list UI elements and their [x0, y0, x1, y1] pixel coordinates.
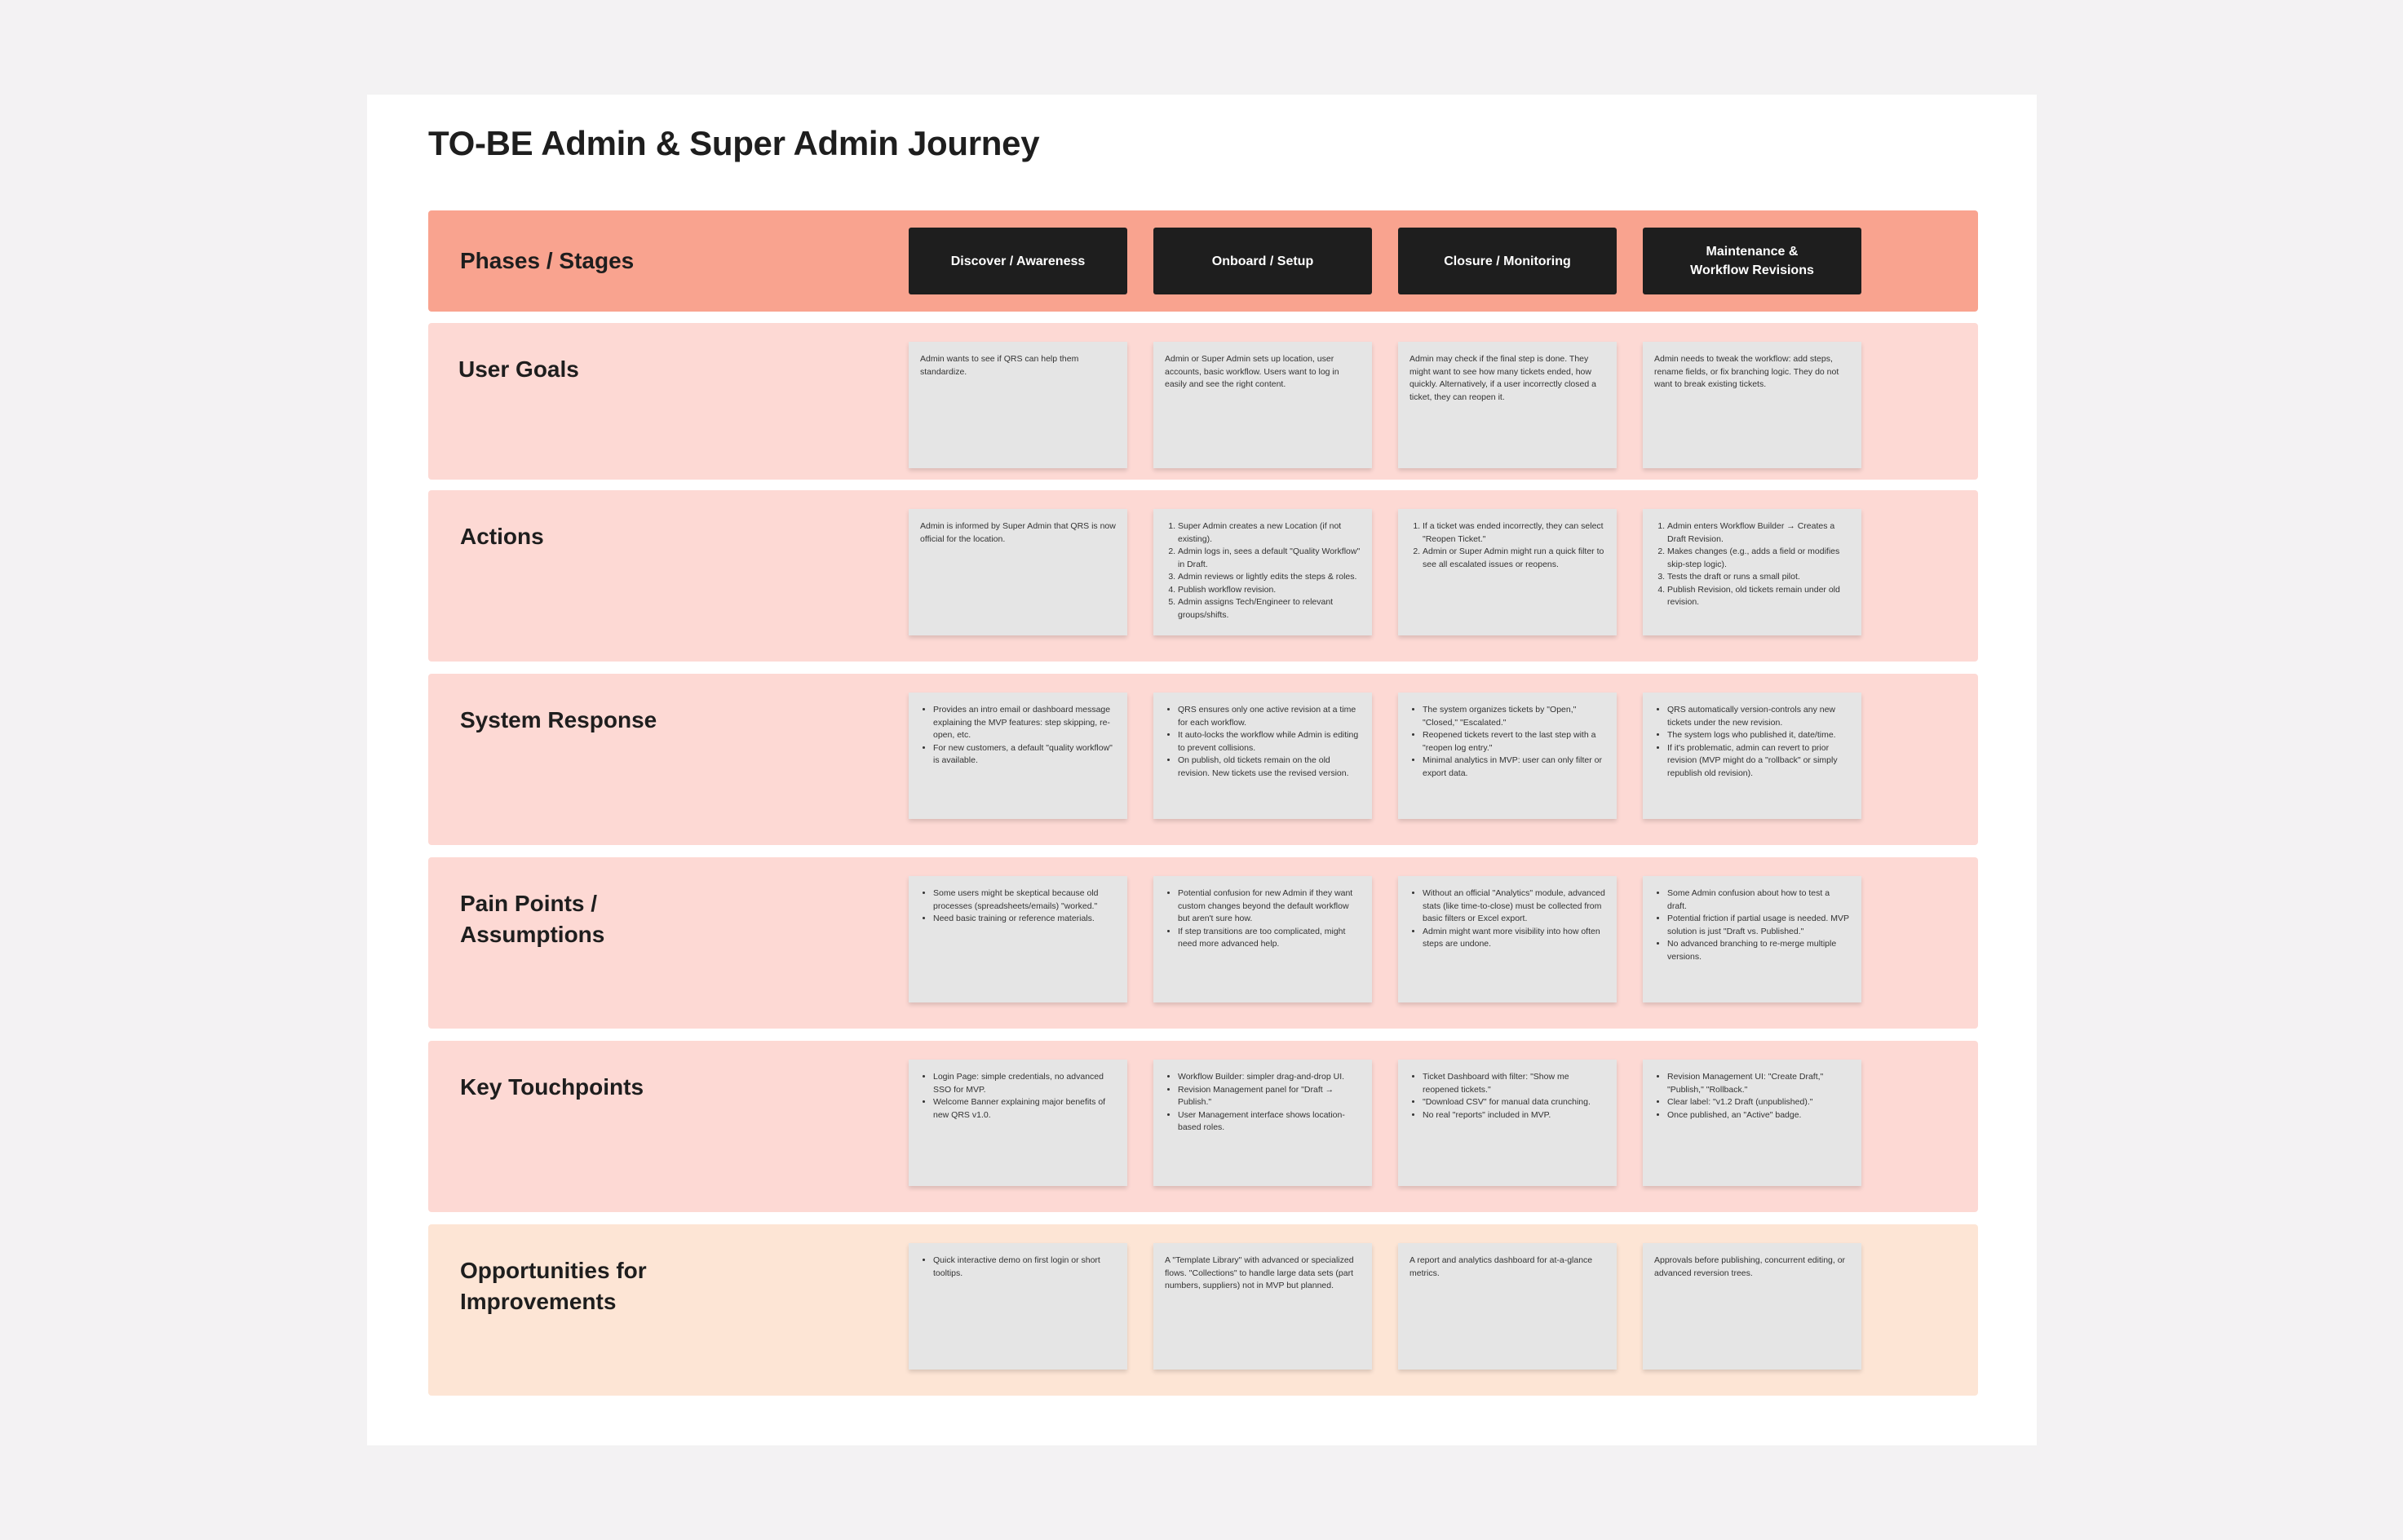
sticky-note[interactable] [1153, 342, 1372, 468]
sticky-note[interactable] [909, 876, 1127, 1002]
journey-board [367, 95, 2037, 1445]
sticky-note[interactable] [1398, 1243, 1617, 1370]
opportunities-label: Opportunities for Improvements [460, 1258, 647, 1314]
pain-points-row [428, 857, 1978, 1029]
phase-discover[interactable]: Discover / Awareness [909, 228, 1127, 294]
list-item: • Potential confusion for new Admin if they want custom changes beyond the default workflow but aren't sure how. [1178, 887, 1361, 926]
list-item: • QRS ensures only one active revision at a time for each workflow. [1178, 704, 1361, 729]
list-item: • Minimal analytics in MVP: user can only filter or export data. [1423, 755, 1606, 780]
list-item: 1. Super Admin creates a new Location (if not existing). [1178, 520, 1361, 546]
list-item: 2. Makes changes (e.g., adds a field or modifies skip-step logic). [1667, 546, 1851, 571]
list-item: • Some Admin confusion about how to test a draft. [1667, 887, 1851, 913]
note-text: A "Template Library" with advanced or specialized flows. "Collections" to handle large data sets (part numbers, suppliers) not in MVP but planned. [1165, 1255, 1354, 1290]
list-item: 4. Publish workflow revision. [1178, 584, 1361, 597]
note-text: Approvals before publishing, concurrent editing, or advanced reversion trees. [1654, 1255, 1846, 1278]
list-item: • Without an official "Analytics" module, advanced stats (like time-to-close) must be collected from basic filters or Excel export. [1423, 887, 1606, 926]
list-item: 1. Admin enters Workflow Builder → Creates a Draft Revision. [1667, 520, 1851, 546]
key-touchpoints-label: Key Touchpoints [460, 1074, 644, 1100]
sticky-note[interactable] [1398, 1060, 1617, 1186]
user-goals-row [428, 323, 1978, 480]
phase-maintenance[interactable]: Maintenance & Workflow Revisions [1643, 228, 1861, 294]
sticky-note[interactable] [1398, 876, 1617, 1002]
list-item: • User Management interface shows location-based roles. [1178, 1109, 1361, 1135]
list-item: 2. Admin or Super Admin might run a quick filter to see all escalated issues or reopens. [1423, 546, 1606, 571]
sticky-note[interactable] [1153, 693, 1372, 819]
list-item: • Revision Management panel for "Draft → Publish." [1178, 1084, 1361, 1109]
system-response-row [428, 674, 1978, 845]
list-item: • On publish, old tickets remain on the old revision. New tickets use the revised version. [1178, 755, 1361, 780]
sticky-note[interactable] [1643, 509, 1861, 635]
list-item: 2. Admin logs in, sees a default "Quality Workflow" in Draft. [1178, 546, 1361, 571]
numbered-list [1165, 520, 1361, 622]
note-text: A report and analytics dashboard for at-a-glance metrics. [1409, 1255, 1593, 1278]
list-item: • Some users might be skeptical because old processes (spreadsheets/emails) "worked." [933, 887, 1117, 913]
list-item: 3. Admin reviews or lightly edits the steps & roles. [1178, 571, 1361, 584]
sticky-note[interactable] [909, 693, 1127, 819]
list-item: 5. Admin assigns Tech/Engineer to relevant groups/shifts. [1178, 596, 1361, 622]
note-text: Admin is informed by Super Admin that QRS is now official for the location. [920, 521, 1116, 544]
list-item: • Potential friction if partial usage is needed. MVP solution is just "Draft vs. Published." [1667, 913, 1851, 938]
page-title: TO-BE Admin & Super Admin Journey [428, 124, 1040, 162]
phases-row [428, 210, 1978, 312]
list-item: 1. If a ticket was ended incorrectly, they can select "Reopen Ticket." [1423, 520, 1606, 546]
list-item: • Ticket Dashboard with filter: "Show me reopened tickets." [1423, 1071, 1606, 1096]
phase-onboard[interactable]: Onboard / Setup [1153, 228, 1372, 294]
system-response-label: System Response [460, 707, 657, 732]
bullet-list [1654, 704, 1851, 780]
bullet-list [1654, 1071, 1851, 1122]
sticky-note[interactable] [1398, 342, 1617, 468]
list-item: • Admin might want more visibility into how often steps are undone. [1423, 926, 1606, 951]
list-item: • Welcome Banner explaining major benefits of new QRS v1.0. [933, 1096, 1117, 1122]
list-item: • If it's problematic, admin can revert to prior revision (MVP might do a "rollback" or simply republish old revision). [1667, 742, 1851, 781]
bullet-list [920, 887, 1117, 926]
bullet-list [1165, 1071, 1361, 1135]
sticky-note[interactable] [1398, 693, 1617, 819]
bullet-list [920, 1255, 1117, 1280]
sticky-note[interactable] [909, 1243, 1127, 1370]
list-item: • Once published, an "Active" badge. [1667, 1109, 1851, 1122]
bullet-list [1409, 704, 1606, 780]
phase-closure[interactable]: Closure / Monitoring [1398, 228, 1617, 294]
note-text: Admin or Super Admin sets up location, user accounts, basic workflow. Users want to log in easily and see the right content. [1165, 354, 1339, 389]
numbered-list [1654, 520, 1851, 609]
bullet-list [1165, 704, 1361, 780]
phases-row-label: Phases / Stages [460, 248, 635, 273]
sticky-note[interactable] [1643, 1243, 1861, 1370]
bullet-list [1409, 1071, 1606, 1122]
list-item: • "Download CSV" for manual data crunching. [1423, 1096, 1606, 1109]
list-item: • If step transitions are too complicated, might need more advanced help. [1178, 926, 1361, 951]
opportunities-row [428, 1224, 1978, 1396]
list-item: • No advanced branching to re-merge multiple versions. [1667, 938, 1851, 963]
bullet-list [1165, 887, 1361, 951]
bullet-list [1409, 887, 1606, 951]
list-item: • Reopened tickets revert to the last step with a "reopen log entry." [1423, 729, 1606, 755]
numbered-list [1409, 520, 1606, 571]
bullet-list [920, 704, 1117, 768]
list-item: • Login Page: simple credentials, no advanced SSO for MVP. [933, 1071, 1117, 1096]
list-item: • The system logs who published it, date/time. [1667, 729, 1851, 742]
note-text: Admin wants to see if QRS can help them standardize. [920, 354, 1079, 377]
list-item: • Quick interactive demo on first login or short tooltips. [933, 1255, 1117, 1280]
actions-row [428, 490, 1978, 662]
list-item: • Workflow Builder: simpler drag-and-drop UI. [1178, 1071, 1361, 1084]
sticky-note[interactable] [1643, 876, 1861, 1002]
list-item: • It auto-locks the workflow while Admin is editing to prevent collisions. [1178, 729, 1361, 755]
list-item: • No real "reports" included in MVP. [1423, 1109, 1606, 1122]
sticky-note[interactable] [1153, 1060, 1372, 1186]
sticky-note[interactable] [909, 342, 1127, 468]
note-text: Admin needs to tweak the workflow: add steps, rename fields, or fix branching logic. They do not want to break existing tickets. [1654, 354, 1839, 389]
list-item: 3. Tests the draft or runs a small pilot. [1667, 571, 1851, 584]
user-goals-label: User Goals [458, 356, 579, 382]
note-text: Admin may check if the final step is done. They might want to see how many tickets ended, how quickly. Alternatively, if a user incorrectly closed a ticket, they can reopen it. [1409, 354, 1596, 402]
list-item: • For new customers, a default "quality workflow" is available. [933, 742, 1117, 768]
sticky-note[interactable] [909, 509, 1127, 635]
actions-label: Actions [460, 524, 544, 549]
sticky-note[interactable] [1643, 693, 1861, 819]
list-item: • Revision Management UI: "Create Draft," "Publish," "Rollback." [1667, 1071, 1851, 1096]
key-touchpoints-row [428, 1041, 1978, 1212]
list-item: • The system organizes tickets by "Open," "Closed," "Escalated." [1423, 704, 1606, 729]
list-item: • Provides an intro email or dashboard message explaining the MVP features: step skipping, re-open, etc. [933, 704, 1117, 742]
sticky-note[interactable] [1643, 1060, 1861, 1186]
list-item: 4. Publish Revision, old tickets remain under old revision. [1667, 584, 1851, 609]
pain-points-label: Pain Points / Assumptions [460, 891, 605, 947]
sticky-note[interactable] [1153, 876, 1372, 1002]
sticky-note[interactable] [1153, 1243, 1372, 1370]
bullet-list [920, 1071, 1117, 1122]
list-item: • QRS automatically version-controls any new tickets under the new revision. [1667, 704, 1851, 729]
list-item: • Clear label: "v1.2 Draft (unpublished)." [1667, 1096, 1851, 1109]
sticky-note[interactable] [1643, 342, 1861, 468]
sticky-note[interactable] [1153, 509, 1372, 635]
bullet-list [1654, 887, 1851, 963]
sticky-note[interactable] [1398, 509, 1617, 635]
list-item: • Need basic training or reference materials. [933, 913, 1117, 926]
sticky-note[interactable] [909, 1060, 1127, 1186]
